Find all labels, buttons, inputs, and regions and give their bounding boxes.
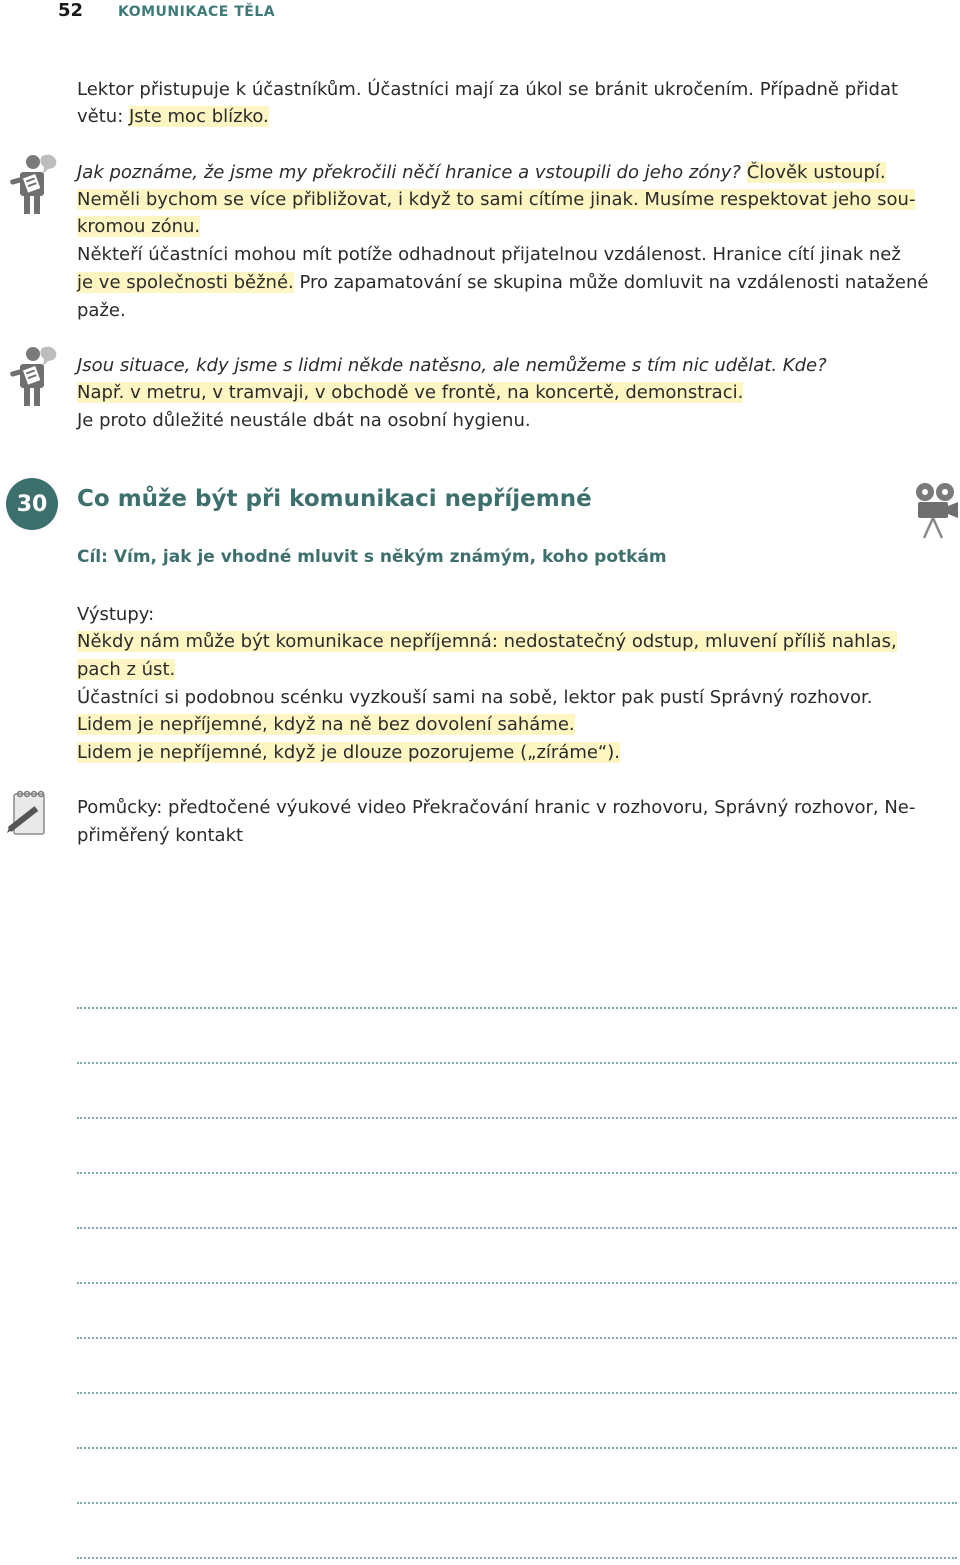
section-title: Co může být při komunikaci nepříjemné: [77, 486, 592, 512]
paragraph-line: Někdy nám může být komunikace nepříjemná: nedostatečný odstup, mluvení příliš nahlas,: [77, 631, 897, 652]
aids-line: Pomůcky: předtočené výukové video Překračování hranic v rozhovoru, Správný rozhovor, Ne-: [77, 797, 916, 818]
writing-line: [77, 1062, 957, 1064]
paragraph-line: Účastníci si podobnou scénku vyzkouší sami na sobě, lektor pak pustí Správný rozhovor.: [77, 687, 873, 708]
paragraph-line: Lidem je nepříjemné, když na ně bez dovolení saháme.: [77, 714, 575, 735]
running-title: KOMUNIKACE TĚLA: [118, 4, 276, 20]
paragraph-line: Je proto důležité neustále dbát na osobní hygienu.: [77, 410, 531, 431]
writing-line: [77, 1172, 957, 1174]
paragraph-line: paže.: [77, 300, 126, 321]
section-number-badge: 30: [6, 478, 58, 530]
paragraph-line: Např. v metru, v tramvaji, v obchodě ve frontě, na koncertě, demonstraci.: [77, 382, 744, 403]
writing-line: [77, 1007, 957, 1009]
paragraph-line: je ve společnosti běžné. Pro zapamatování se skupina může domluvit na vzdálenosti natažené: [77, 272, 929, 293]
writing-line: [77, 1282, 957, 1284]
highlighted-phrase: Člověk ustoupí.: [746, 162, 886, 183]
paragraph-line: Lidem je nepříjemné, když je dlouze pozorujeme („zíráme“).: [77, 742, 621, 763]
paragraph-line: Jak poznáme, že jsme my překročili něčí hranice a vstoupili do jeho zóny? Člověk ustoupí.: [77, 162, 886, 183]
page-number: 52: [58, 0, 84, 21]
page-header: [0, 0, 960, 26]
discussion-icon: [6, 344, 58, 412]
section-goal: Cíl: Vím, jak je vhodné mluvit s někým známým, koho potkám: [77, 547, 667, 567]
writing-line: [77, 1227, 957, 1229]
aids-line: přiměřený kontakt: [77, 825, 244, 846]
paragraph-line: Jsou situace, kdy jsme s lidmi někde natěsno, ale nemůžeme s tím nic udělat. Kde?: [77, 355, 827, 376]
paragraph-line: Neměli bychom se více přibližovat, i když to sami cítíme jinak. Musíme respektovat jeho sou-: [77, 189, 916, 210]
paragraph-line: Lektor přistupuje k účastníkům. Účastníci mají za úkol se bránit ukročením. Případně přidat: [77, 79, 899, 100]
paragraph-line: Někteří účastníci mohou mít potíže odhadnout přijatelnou vzdálenost. Hranice cítí jinak než: [77, 244, 901, 265]
writing-line: [77, 1447, 957, 1449]
notepad-pencil-icon: [6, 788, 50, 844]
writing-line: [77, 1557, 957, 1559]
paragraph-line: pach z úst.: [77, 659, 176, 680]
writing-line: [77, 1337, 957, 1339]
paragraph-line: kromou zónu.: [77, 216, 201, 237]
writing-line: [77, 1502, 957, 1504]
outputs-label: Výstupy:: [77, 604, 155, 625]
discussion-icon: [6, 152, 58, 220]
video-camera-icon: [914, 482, 960, 544]
writing-line: [77, 1392, 957, 1394]
paragraph-line: větu: Jste moc blízko.: [77, 106, 269, 127]
writing-line: [77, 1117, 957, 1119]
highlighted-phrase: Jste moc blízko.: [128, 106, 269, 127]
